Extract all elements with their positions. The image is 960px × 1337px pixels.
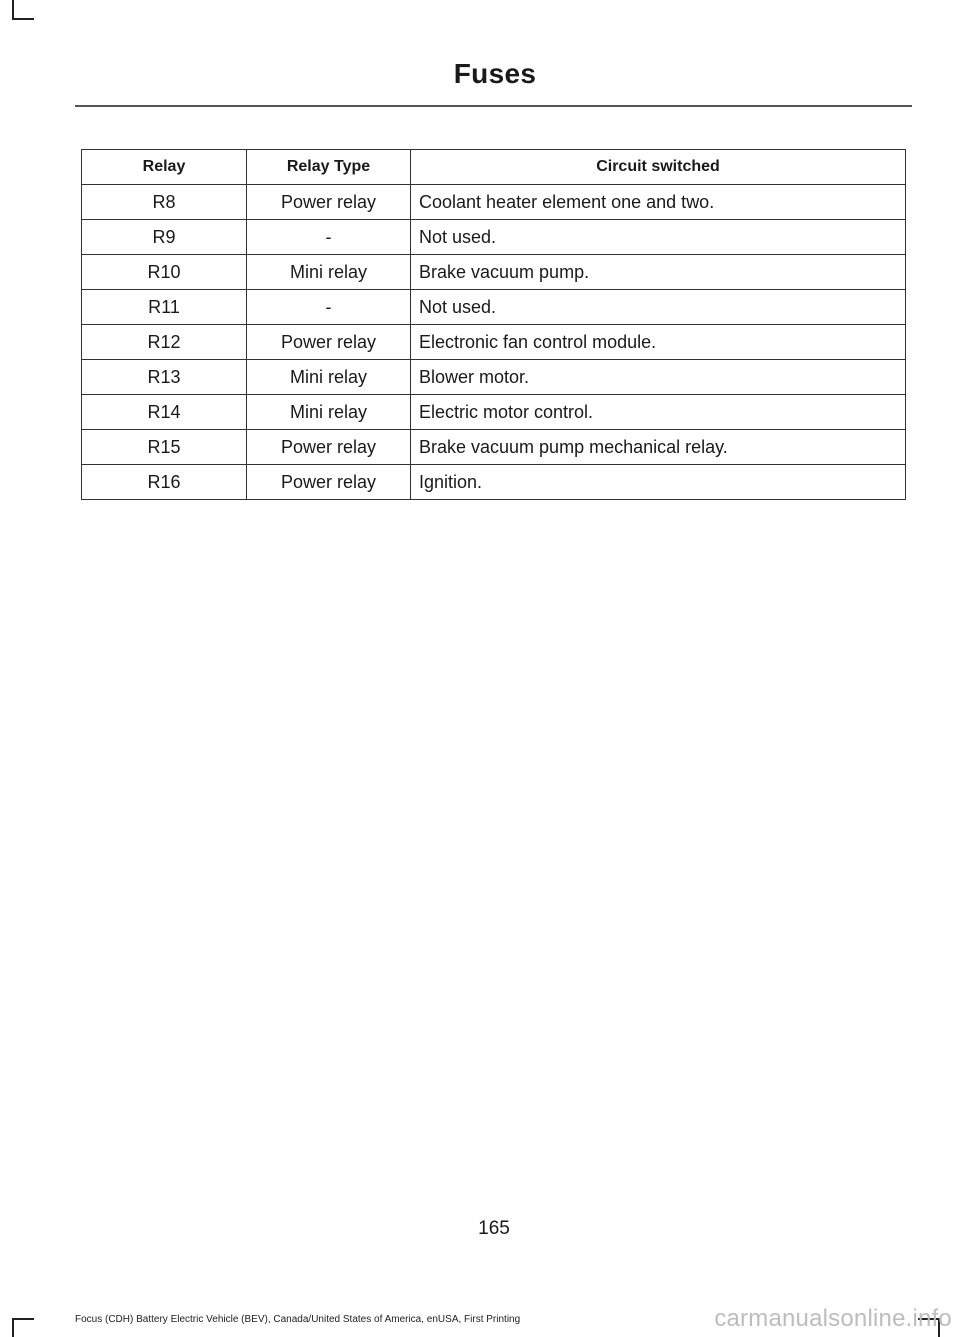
crop-mark (12, 1318, 14, 1337)
relay-cell: R13 (82, 360, 247, 395)
relay-type-cell: Power relay (247, 185, 411, 220)
circuit-cell: Not used. (411, 220, 906, 255)
table-row (82, 325, 906, 360)
table-row (82, 360, 906, 395)
relay-cell: R11 (82, 290, 247, 325)
circuit-cell: Brake vacuum pump. (411, 255, 906, 290)
circuit-cell: Coolant heater element one and two. (411, 185, 906, 220)
table-row (82, 220, 906, 255)
table-row (82, 465, 906, 500)
crop-mark (12, 18, 34, 20)
column-header-circuit-switched: Circuit switched (411, 150, 906, 185)
page-title: Fuses (453, 58, 537, 89)
circuit-cell: Electronic fan control module. (411, 325, 906, 360)
crop-mark (12, 1318, 34, 1320)
table-row (82, 185, 906, 220)
circuit-cell: Not used. (411, 290, 906, 325)
header-divider (75, 105, 912, 107)
column-header-relay-type: Relay Type (247, 150, 411, 185)
circuit-cell: Ignition. (411, 465, 906, 500)
table-header-row (82, 150, 906, 185)
relay-type-cell: - (247, 220, 411, 255)
relay-type-cell: Mini relay (247, 395, 411, 430)
watermark: carmanualsonline.info (714, 1305, 952, 1332)
relay-type-cell: - (247, 290, 411, 325)
relay-table (81, 149, 906, 500)
relay-cell: R10 (82, 255, 247, 290)
circuit-cell: Electric motor control. (411, 395, 906, 430)
relay-type-cell: Power relay (247, 465, 411, 500)
page-number: 165 (478, 1218, 510, 1239)
relay-type-cell: Mini relay (247, 255, 411, 290)
table-row (82, 395, 906, 430)
table-row (82, 430, 906, 465)
relay-cell: R8 (82, 185, 247, 220)
relay-type-cell: Mini relay (247, 360, 411, 395)
column-header-relay: Relay (82, 150, 247, 185)
relay-cell: R14 (82, 395, 247, 430)
crop-mark (12, 0, 14, 20)
relay-cell: R15 (82, 430, 247, 465)
circuit-cell: Brake vacuum pump mechanical relay. (411, 430, 906, 465)
relay-cell: R9 (82, 220, 247, 255)
footer-edition-text: Focus (CDH) Battery Electric Vehicle (BEV), Canada/United States of America, enUSA, First Printing (75, 1314, 521, 1325)
circuit-cell: Blower motor. (411, 360, 906, 395)
table-row (82, 255, 906, 290)
relay-cell: R16 (82, 465, 247, 500)
relay-type-cell: Power relay (247, 430, 411, 465)
relay-cell: R12 (82, 325, 247, 360)
relay-type-cell: Power relay (247, 325, 411, 360)
table-row (82, 290, 906, 325)
